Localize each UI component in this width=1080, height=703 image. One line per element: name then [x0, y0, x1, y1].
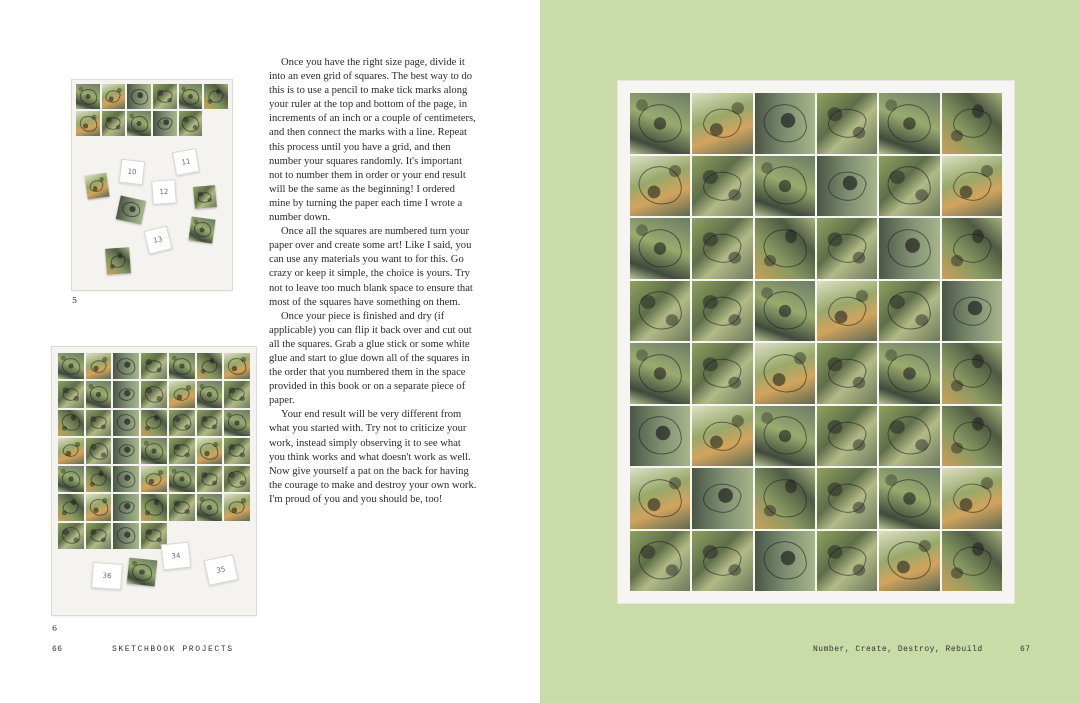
figure-6-photo [52, 347, 256, 615]
number-card: 12 [151, 179, 177, 205]
figure-5-number: 5 [72, 296, 78, 305]
loose-square [116, 196, 146, 225]
page-number-left: 66 [52, 645, 63, 654]
number-card: 13 [143, 225, 172, 254]
loose-square [84, 173, 109, 200]
number-card: 34 [161, 542, 192, 571]
rebuilt-mosaic-grid [630, 93, 1002, 591]
number-card: 11 [172, 148, 200, 176]
loose-square [188, 216, 215, 243]
paragraph: Your end result will be very different from what you started with. Try not to criticize your work, instead simply observing it to see what you think works and what doesn't work as well. Now give yourself a pat on the back for having the courage to make and destroy your own work. I'm proud of you and you should be, too! [269, 409, 477, 505]
paragraph: Once you have the right size page, divide it into an even grid of squares. The best way to do this is to use a pencil to make tick marks along your ruler at the top and bottom of the page, in increments of an inch or a couple of centimeters, and then connect the marks with a line. Repeat this process until you have a grid, and then number your squares randomly. It's important not to number them in order or your end result will be the same as the beginning! I ordered mine by turning the paper each time I wrote a number down. [269, 57, 476, 224]
paragraph: Once all the squares are numbered turn your paper over and create some art! Like I said, you can use any materials you want to for this. Go crazy or keep it simple, the choice is yours. Try not to leave too much blank space to ensure that most of the squares have something on them. [269, 226, 473, 308]
running-head-right: Number, Create, Destroy, Rebuild [813, 645, 983, 654]
loose-square [105, 247, 131, 275]
figure-6-number: 6 [52, 624, 58, 633]
loose-square [127, 558, 158, 587]
number-card: 10 [119, 159, 145, 185]
loose-square [193, 185, 217, 209]
body-text [269, 56, 478, 507]
figure-6-glued-grid [58, 353, 250, 549]
number-card: 36 [91, 562, 123, 590]
figure-5-glued-rows [76, 84, 228, 136]
artwork-photo [617, 80, 1015, 604]
figure-5-photo [72, 80, 232, 290]
right-page [540, 0, 1080, 703]
paragraph: Once your piece is finished and dry (if applicable) you can flip it back over and cut out all the squares. Grab a glue stick or some white glue and start to glue down all of the squares in the order that you numbered them in the space provided in this book or on a separate piece of paper. [269, 310, 472, 407]
number-card: 35 [204, 554, 239, 586]
page-number-right: 67 [1020, 645, 1031, 654]
running-head-left: SKETCHBOOK PROJECTS [112, 645, 234, 654]
